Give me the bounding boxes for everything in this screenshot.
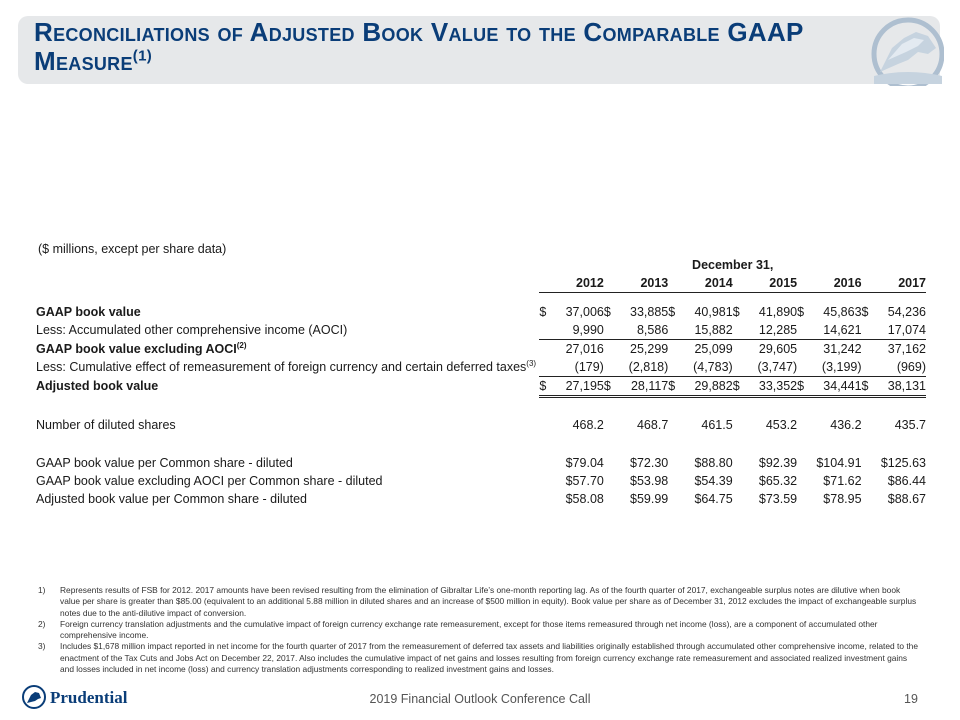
year-pad (862, 274, 874, 293)
footnote (38, 585, 918, 619)
page-number: 19 (904, 692, 918, 706)
header-row-years (36, 274, 926, 293)
spacer-cell (36, 434, 539, 444)
table-cell: 15,882 (694, 322, 733, 337)
dollar-sign (797, 490, 809, 508)
dollar-sign (604, 472, 616, 490)
table-cell: $65.32 (758, 474, 798, 488)
year-pad (604, 274, 616, 293)
table-cell: $53.98 (630, 474, 669, 488)
spacer-cell (36, 396, 539, 406)
dollar-sign (539, 454, 551, 472)
row-label (36, 303, 539, 321)
dollar-sign (604, 339, 616, 358)
dollar-sign: $ (861, 304, 869, 319)
table-cell: $78.95 (823, 492, 862, 506)
dollar-sign (604, 358, 616, 377)
dollar-sign (604, 416, 616, 434)
table-cell: 29,882 (680, 376, 732, 396)
table-cell: 31,242 (809, 339, 861, 358)
dollar-sign (539, 416, 551, 434)
table-cell: 8,586 (636, 322, 669, 337)
table-cell: 453.2 (765, 418, 798, 432)
table-cell: $73.59 (758, 492, 798, 506)
dollar-sign (733, 472, 745, 490)
table-cell: 9,990 (572, 322, 604, 337)
rock-of-gibraltar-icon (858, 14, 944, 86)
dollar-sign (539, 358, 551, 377)
page-title-text: Reconciliations of Adjusted Book Value to the Comparable GAAP Measure (34, 17, 804, 76)
table-row (36, 339, 926, 358)
table-cell: $104.91 (816, 456, 862, 470)
table-cell: 54,236 (887, 304, 926, 319)
row-label-text: Adjusted book value per Common share - diluted (36, 492, 307, 506)
table-cell: (969) (896, 359, 926, 374)
row-label (36, 490, 539, 508)
dollar-sign (668, 472, 680, 490)
year-header: 2013 (616, 274, 668, 293)
dollar-sign (604, 321, 616, 340)
dollar-sign (862, 472, 874, 490)
period-header: December 31, (692, 258, 774, 272)
footnote-number: 1) (38, 585, 46, 595)
dollar-sign (668, 321, 680, 340)
row-label (36, 321, 539, 340)
units-note: ($ millions, except per share data) (38, 242, 227, 256)
table-cell: 27,016 (552, 339, 604, 358)
table-cell: $57.70 (565, 474, 604, 488)
dollar-sign (604, 490, 616, 508)
spacer-row (36, 444, 926, 454)
table-cell: $125.63 (880, 456, 926, 470)
table-cell: 468.7 (636, 418, 669, 432)
dollar-sign (539, 321, 551, 340)
table-cell: 37,006 (565, 304, 604, 319)
table-cell: 435.7 (894, 418, 926, 432)
dollar-sign (668, 339, 680, 358)
footnote-number: 3) (38, 641, 46, 652)
table-cell: $72.30 (630, 456, 669, 470)
dollar-sign (862, 321, 874, 340)
year-pad (797, 274, 809, 293)
dollar-sign (862, 339, 874, 358)
dollar-sign (733, 454, 745, 472)
spacer-cell (36, 444, 539, 454)
dollar-sign (797, 339, 809, 358)
header-row-period (36, 256, 926, 274)
dollar-sign: $ (539, 376, 551, 396)
footnote-text: Includes $1,678 million impact reported in net income for the fourth quarter of 2017 from the remeasurement of deferred tax assets and liabilities originally established through accumulated other comprehensive income, related to the enactment of the Tax Cuts and Jobs Act on December 22, 2017. Also includes the cumulative impact of net gains and losses resulting from foreign currency exchange rate remeasurement and associated realized investment gains and losses included in net income (loss) and currency translation adjustments corresponding to realized investment gains and losses. (60, 641, 918, 675)
spacer-cell (36, 406, 539, 416)
table-row (36, 303, 926, 321)
table-cell: $54.39 (694, 474, 733, 488)
spacer-row (36, 293, 926, 303)
row-label (36, 358, 539, 377)
table-cell: 27,195 (552, 376, 604, 396)
dollar-sign (797, 416, 809, 434)
row-label (36, 376, 539, 396)
table-cell: (3,747) (757, 359, 798, 374)
table-cell: $79.04 (565, 456, 604, 470)
dollar-sign (668, 490, 680, 508)
dollar-sign (797, 358, 809, 377)
table-row (36, 472, 926, 490)
dollar-sign (539, 490, 551, 508)
footnote-text: Represents results of FSB for 2012. 2017 amounts have been revised resulting from the elimination of Gibraltar Life’s one-month reporting lag. As of the fourth quarter of 2017, exchangeable surplus notes are dilutive when book value per share is greater than $85.00 (equivalent to an additional 5.88 million in diluted shares and an increase of $500 million in equity). Book value per share as of December 31, 2012 excludes the impact of exchangeable surplus notes due to the anti-dilutive impact of conversion. (60, 585, 917, 618)
year-pad (668, 274, 680, 293)
dollar-sign (539, 339, 551, 358)
footnote-text: Foreign currency translation adjustments and the cumulative impact of foreign currency exchange rate remeasurement, except for those items remeasured through net income (loss), are a component of accumulated other comprehensive income. (60, 618, 878, 641)
dollar-sign: $ (797, 304, 805, 319)
table-cell: (3,199) (821, 359, 862, 374)
year-header: 2012 (552, 274, 604, 293)
row-label-text: GAAP book value excluding AOCI (36, 341, 237, 356)
row-label-text: Adjusted book value (36, 379, 159, 393)
dollar-sign (862, 358, 874, 377)
year-header: 2014 (680, 274, 732, 293)
dollar-sign (862, 454, 874, 472)
dollar-sign (733, 490, 745, 508)
row-label (36, 472, 539, 490)
dollar-sign (733, 339, 745, 358)
row-label (36, 339, 539, 358)
table-row (36, 416, 926, 434)
dollar-sign: $ (539, 304, 547, 319)
year-pad (539, 274, 551, 293)
table-cell: 45,863 (823, 304, 862, 319)
dollar-sign (797, 321, 809, 340)
table-cell: 17,074 (887, 322, 926, 337)
footnote (38, 641, 918, 675)
dollar-sign: $ (668, 304, 676, 319)
table-cell: 33,885 (630, 304, 669, 319)
row-label (36, 454, 539, 472)
table-cell: 12,285 (758, 322, 798, 337)
page-title (34, 18, 814, 76)
row-footnote-ref: (3) (526, 359, 537, 369)
table-cell: $88.80 (694, 456, 733, 470)
table-cell: 14,621 (823, 322, 862, 337)
dollar-sign (733, 416, 745, 434)
dollar-sign: $ (668, 376, 680, 396)
footnote-number: 2) (38, 618, 46, 629)
row-footnote-ref: (2) (236, 340, 247, 350)
table-cell: $88.67 (887, 492, 926, 506)
dollar-sign: $ (603, 304, 611, 319)
table-cell: $92.39 (758, 456, 798, 470)
row-label-text: GAAP book value excluding AOCI per Common share - diluted (36, 474, 383, 488)
table-cell: $58.08 (565, 492, 604, 506)
table-cell: $64.75 (694, 492, 733, 506)
table-row (36, 376, 926, 396)
spacer-row (36, 396, 926, 406)
row-label-text: Number of diluted shares (36, 418, 176, 432)
year-pad (733, 274, 745, 293)
row-label-text: GAAP book value per Common share - diluted (36, 456, 293, 470)
row-label (36, 416, 539, 434)
table-cell: $59.99 (630, 492, 669, 506)
year-header: 2015 (745, 274, 797, 293)
table-cell: 28,117 (616, 376, 668, 396)
dollar-sign: $ (604, 376, 616, 396)
dollar-sign (797, 454, 809, 472)
table-row (36, 490, 926, 508)
dollar-sign: $ (732, 304, 740, 319)
year-header: 2016 (809, 274, 861, 293)
table-cell: (2,818) (628, 359, 669, 374)
footnotes (38, 585, 918, 675)
table-row (36, 358, 926, 377)
dollar-sign: $ (862, 376, 874, 396)
header-spacer (36, 274, 539, 293)
table-cell: 461.5 (701, 418, 733, 432)
page-title-footnote-ref: (1) (132, 47, 153, 65)
footer-event-title: 2019 Financial Outlook Conference Call (369, 692, 591, 706)
year-header: 2017 (874, 274, 926, 293)
dollar-sign (797, 472, 809, 490)
table-cell: 25,299 (616, 339, 668, 358)
dollar-sign (733, 358, 745, 377)
table-cell: 468.2 (572, 418, 604, 432)
dollar-sign (862, 416, 874, 434)
footnote (38, 619, 918, 642)
dollar-sign (668, 416, 680, 434)
table-cell: $71.62 (823, 474, 862, 488)
dollar-sign: $ (797, 376, 809, 396)
table-cell: 29,605 (745, 339, 797, 358)
table-cell: 436.2 (830, 418, 862, 432)
dollar-sign (668, 454, 680, 472)
table-row (36, 321, 926, 340)
table-cell: (179) (574, 359, 604, 374)
row-label-text: Less: Accumulated other comprehensive income (AOCI) (36, 322, 348, 337)
spacer-row (36, 406, 926, 416)
row-label-text: GAAP book value (36, 304, 141, 319)
spacer-row (36, 434, 926, 444)
table-row (36, 454, 926, 472)
dollar-sign (668, 358, 680, 377)
dollar-sign (539, 472, 551, 490)
spacer-cell (36, 293, 539, 303)
table-cell: 41,890 (758, 304, 798, 319)
table-cell: 40,981 (694, 304, 733, 319)
table-cell: (4,783) (693, 359, 733, 374)
dollar-sign (733, 321, 745, 340)
table-cell: 37,162 (874, 339, 926, 358)
table-cell: 38,131 (874, 376, 926, 396)
table-cell: 34,441 (809, 376, 861, 396)
table-cell: 33,352 (745, 376, 797, 396)
dollar-sign (604, 454, 616, 472)
dollar-sign: $ (733, 376, 745, 396)
table-cell: 25,099 (680, 339, 732, 358)
dollar-sign (862, 490, 874, 508)
reconciliation-table (36, 256, 926, 508)
row-label-text: Less: Cumulative effect of remeasurement of foreign currency and certain deferred taxes (36, 360, 527, 375)
table-cell: $86.44 (887, 474, 926, 488)
header-spacer (36, 256, 539, 274)
prudential-wordmark: Prudential (50, 688, 128, 707)
